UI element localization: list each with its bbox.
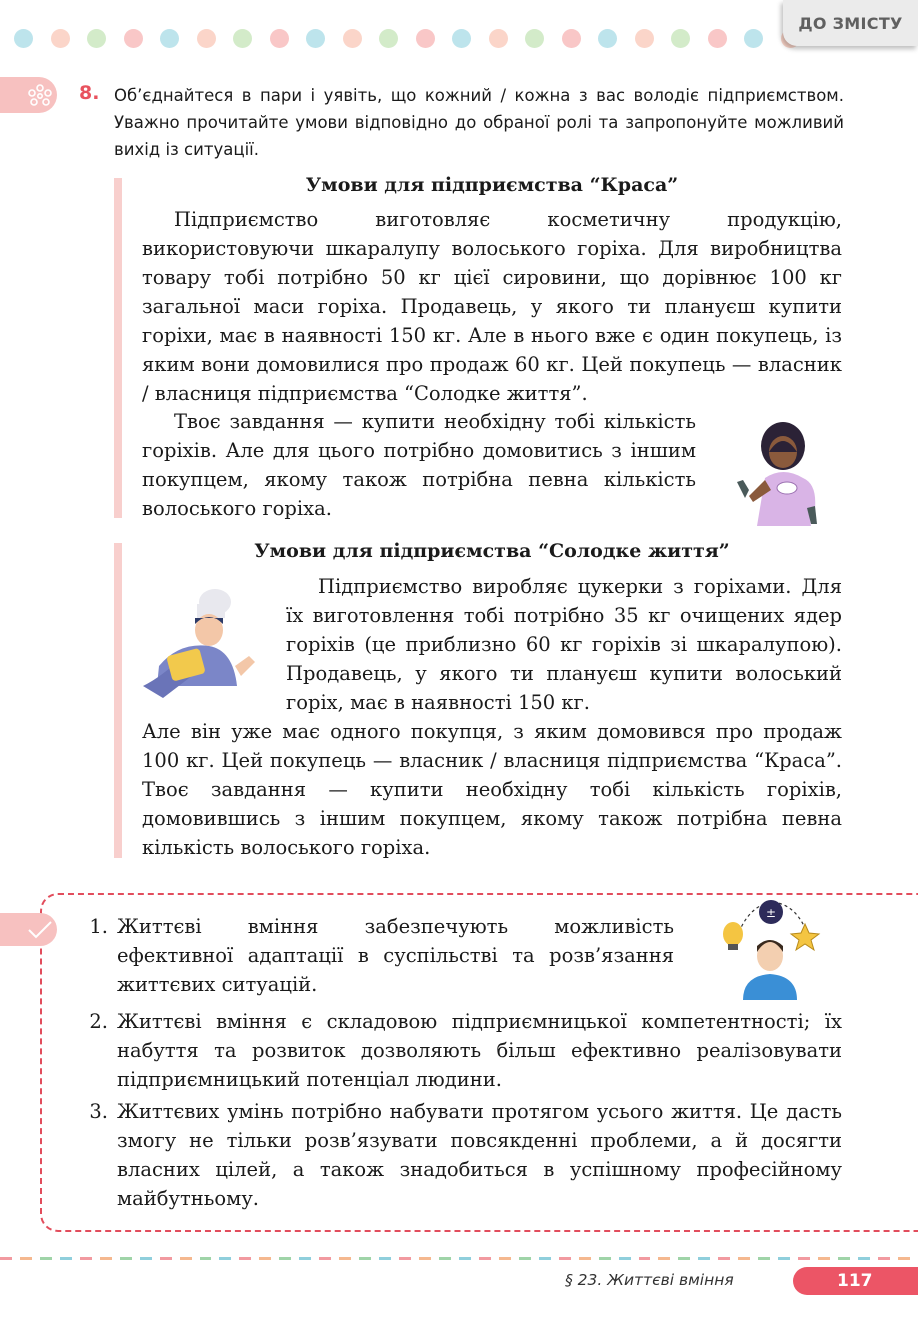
svg-text:±: ± (765, 906, 777, 920)
divider-dash (259, 1257, 271, 1260)
page-number-text: 117 (837, 1271, 873, 1291)
page-number (793, 1267, 918, 1295)
decorative-dot (197, 29, 216, 48)
krasa-paragraph-1: Підприємство виготовляє косметичну продукцію, використовуючи шкаралупу волоського горіха. Для виробництва товару тобі потрібно 50 кг цієї сировини, що дорівнює 100 кг загальної маси горіха. Продавець, у якого ти плануєш купити горіхи, має в наявності 150 кг. Але в нього вже є один покупець, із яким вони домовилися про продаж 60 кг. Цей покупець — власник / власниця підприємства “Солодке життя”. (142, 208, 842, 405)
decorative-dot (708, 29, 727, 48)
divider-dash (319, 1257, 331, 1260)
divider-dash (898, 1257, 910, 1260)
footer-section-title: § 23. Життєві вміння (565, 1271, 734, 1289)
chef-illustration (135, 588, 260, 703)
divider-dash (738, 1257, 750, 1260)
task-instructions: Об’єднайтеся в пари і уявіть, що кожний / кожна з вас володіє підприємством. Уважно прочитайте умови відповідно до обраної ролі та запропонуйте можливий вихід із ситуації. (114, 86, 844, 159)
divider-dash (339, 1257, 351, 1260)
divider-dash (100, 1257, 112, 1260)
decorative-dot (452, 29, 471, 48)
divider-dash (778, 1257, 790, 1260)
summary-tab (0, 913, 57, 946)
divider-dash (678, 1257, 690, 1260)
decorative-dot (416, 29, 435, 48)
toc-button[interactable] (783, 0, 918, 46)
divider-dash (299, 1257, 311, 1260)
toc-button-label: ДО ЗМІСТУ (798, 13, 903, 33)
decorative-dot (598, 29, 617, 48)
divider-dash (239, 1257, 251, 1260)
decorative-dot (233, 29, 252, 48)
decorative-dot (744, 29, 763, 48)
solodke-heading: Умови для підприємства “Солодке життя” (254, 540, 730, 562)
divider-dash (479, 1257, 491, 1260)
divider-dash (140, 1257, 152, 1260)
divider-dash (200, 1257, 212, 1260)
solodke-paragraph-2: Але він уже має одного покупця, з яким домовився про продаж 100 кг. Цей покупець — власник / власниця підприємства “Краса”. Твоє завдання — купити необхідну тобі кількість горіхів, домовившись з іншим покупцем, якому також потрібна певна кількість волоського горіха. (142, 720, 842, 859)
decorative-dot (270, 29, 289, 48)
decorative-dot (14, 29, 33, 48)
group-work-icon (22, 80, 58, 110)
krasa-heading: Умови для підприємства “Краса” (305, 174, 679, 196)
divider-dash (559, 1257, 571, 1260)
summary-item-3-text: Життєвих умінь потрібно набувати протягом усього життя. Це дасть змогу не тільки розв’язувати повсякденні проблеми, а й досягти власних цілей, а також знадобиться в успішному професійному майбутньому. (117, 1100, 842, 1210)
summary-item-1-number: 1. (89, 915, 108, 938)
decorative-dot (562, 29, 581, 48)
divider-dash (519, 1257, 531, 1260)
summary-item-3-number: 3. (89, 1100, 108, 1123)
task-number: 8. (79, 82, 100, 104)
divider-dash (419, 1257, 431, 1260)
divider-dash (40, 1257, 52, 1260)
decorative-dot (51, 29, 70, 48)
divider-dash (838, 1257, 850, 1260)
divider-dash (0, 1257, 12, 1260)
divider-dash (60, 1257, 72, 1260)
divider-dash (818, 1257, 830, 1260)
divider-dash (718, 1257, 730, 1260)
divider-dash (499, 1257, 511, 1260)
divider-dash (160, 1257, 172, 1260)
woman-illustration (725, 418, 835, 528)
divider-dash (878, 1257, 890, 1260)
decorative-dot (671, 29, 690, 48)
krasa-side-bar (114, 178, 122, 518)
divider-dash (579, 1257, 591, 1260)
divider-dash (758, 1257, 770, 1260)
decorative-dot (489, 29, 508, 48)
divider-dash (459, 1257, 471, 1260)
divider-dash (219, 1257, 231, 1260)
decorative-dot (160, 29, 179, 48)
divider-dash (379, 1257, 391, 1260)
divider-dash (20, 1257, 32, 1260)
divider-dash (120, 1257, 132, 1260)
skills-illustration (715, 896, 825, 1001)
solodke-side-bar (114, 543, 122, 858)
divider-dash (698, 1257, 710, 1260)
divider-dash (279, 1257, 291, 1260)
summary-item-2-number: 2. (89, 1010, 108, 1033)
decorative-dot (87, 29, 106, 48)
decorative-dot (635, 29, 654, 48)
divider-dash (399, 1257, 411, 1260)
solodke-paragraph-1: Підприємство виробляє цукерки з горіхами. Для їх виготовлення тобі потрібно 35 кг очищених ядер горіхів (це приблизно 60 кг горіхів зі шкаралупою). Продавець, у якого ти плануєш купити волоський горіх, має в наявності 150 кг. (286, 575, 842, 714)
summary-item-2-text: Життєві вміння є складовою підприємницької компетентності; їх набуття та розвиток дозволяють більш ефективно реалізовувати підприємницький потенціал людини. (117, 1010, 842, 1091)
divider-dash (180, 1257, 192, 1260)
divider-dash (658, 1257, 670, 1260)
divider-dash (599, 1257, 611, 1260)
divider-dash (80, 1257, 92, 1260)
divider-dash (359, 1257, 371, 1260)
summary-item-1-text: Життєві вміння забезпечують можливість ефективної адаптації в суспільстві та розв’язання життєвих ситуацій. (117, 915, 674, 996)
divider-dash (619, 1257, 631, 1260)
divider-dash (439, 1257, 451, 1260)
bottom-divider (0, 1257, 918, 1261)
decorative-dot (306, 29, 325, 48)
decorative-dots-row (14, 29, 817, 48)
decorative-dot (124, 29, 143, 48)
divider-dash (858, 1257, 870, 1260)
group-work-tab (0, 77, 57, 113)
decorative-dot (525, 29, 544, 48)
decorative-dot (379, 29, 398, 48)
checkmark-icon (26, 919, 54, 941)
divider-dash (639, 1257, 651, 1260)
divider-dash (539, 1257, 551, 1260)
divider-dash (798, 1257, 810, 1260)
krasa-paragraph-2: Твоє завдання — купити необхідну тобі кількість горіхів. Але для цього потрібно домовитись з іншим покупцем, якому також потрібна певна кількість волоського горіха. (142, 410, 696, 520)
decorative-dot (343, 29, 362, 48)
